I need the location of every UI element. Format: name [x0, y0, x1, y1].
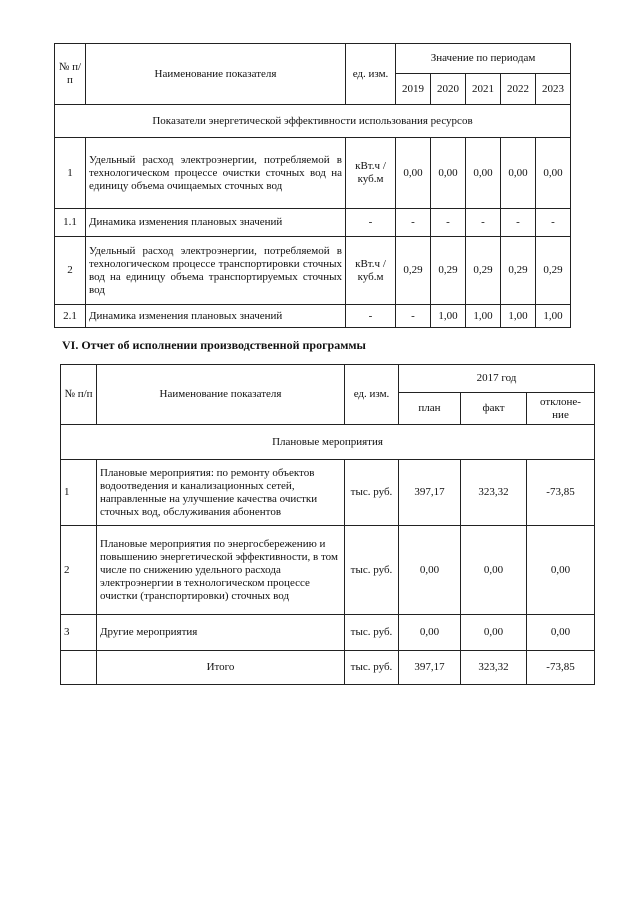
row-unit: тыс. руб.: [345, 615, 399, 651]
row-value: -: [396, 305, 431, 328]
row-name: Удельный расход электроэнергии, потребляемой в технологическом процессе очистки сточных вод на единицу объема очищаемых сточных вод: [86, 138, 346, 209]
row-value: 0,00: [466, 138, 501, 209]
header-year: 2019: [396, 74, 431, 105]
header-year: 2017 год: [399, 365, 595, 393]
row-name: Динамика изменения плановых значений: [86, 209, 346, 237]
row-value: 1,00: [466, 305, 501, 328]
row-num: 1: [61, 460, 97, 526]
table-row: [61, 615, 595, 651]
row-value: -: [536, 209, 571, 237]
row-value: 0,00: [431, 138, 466, 209]
row-value: 0,29: [396, 237, 431, 305]
row-unit: кВт.ч / куб.м: [346, 237, 396, 305]
header-num: № п/п: [55, 44, 86, 105]
total-row: [61, 651, 595, 685]
row-unit: тыс. руб.: [345, 460, 399, 526]
row-value: 1,00: [536, 305, 571, 328]
row-name: Динамика изменения плановых значений: [86, 305, 346, 328]
header-name: Наименование показателя: [86, 44, 346, 105]
section-row: Показатели энергетической эффективности использования ресурсов: [55, 105, 571, 138]
header-num: № п/п: [61, 365, 97, 425]
row-num: 1: [55, 138, 86, 209]
table-row: [55, 305, 571, 328]
table-row: [55, 209, 571, 237]
section-row: Плановые мероприятия: [61, 425, 595, 460]
row-value: -: [501, 209, 536, 237]
row-fact: 0,00: [461, 526, 527, 615]
header-year: 2021: [466, 74, 501, 105]
row-unit: -: [346, 305, 396, 328]
row-value: 0,29: [501, 237, 536, 305]
row-plan: 0,00: [399, 526, 461, 615]
row-unit: -: [346, 209, 396, 237]
row-name: Плановые мероприятия по энергосбережению и повышению энергетической эффективности, в том числе по снижению удельного расхода электроэнергии в технологическом процессе очистки (транспортировки) сточных вод: [97, 526, 345, 615]
row-value: 0,29: [536, 237, 571, 305]
header-year: 2022: [501, 74, 536, 105]
row-num: 2.1: [55, 305, 86, 328]
row-value: 0,29: [466, 237, 501, 305]
table-row: [55, 138, 571, 209]
section-title: VI. Отчет об исполнении производственной программы: [62, 338, 366, 352]
total-name: Итого: [97, 651, 345, 685]
row-fact: 323,32: [461, 460, 527, 526]
header-year: 2020: [431, 74, 466, 105]
total-plan: 397,17: [399, 651, 461, 685]
table-row: [61, 526, 595, 615]
row-value: 0,00: [396, 138, 431, 209]
header-unit: ед. изм.: [346, 44, 396, 105]
total-deviation: -73,85: [527, 651, 595, 685]
total-fact: 323,32: [461, 651, 527, 685]
row-value: 0,00: [536, 138, 571, 209]
header-name: Наименование показателя: [97, 365, 345, 425]
row-deviation: 0,00: [527, 615, 595, 651]
row-deviation: -73,85: [527, 460, 595, 526]
row-name: Плановые мероприятия: по ремонту объектов водоотведения и канализационных сетей, направленные на улучшение качества очистки сточных вод, обслуживания абонентов: [97, 460, 345, 526]
row-unit: тыс. руб.: [345, 526, 399, 615]
total-unit: тыс. руб.: [345, 651, 399, 685]
row-num: 2: [61, 526, 97, 615]
row-plan: 0,00: [399, 615, 461, 651]
header-fact: факт: [461, 393, 527, 425]
row-deviation: 0,00: [527, 526, 595, 615]
row-value: -: [396, 209, 431, 237]
row-name: Другие мероприятия: [97, 615, 345, 651]
table-row: [55, 237, 571, 305]
row-num: 2: [55, 237, 86, 305]
row-unit: кВт.ч / куб.м: [346, 138, 396, 209]
row-plan: 397,17: [399, 460, 461, 526]
row-value: 0,00: [501, 138, 536, 209]
header-unit: ед. изм.: [345, 365, 399, 425]
row-value: -: [466, 209, 501, 237]
table-row: [61, 460, 595, 526]
total-num: [61, 651, 97, 685]
header-periods: Значение по периодам: [396, 44, 571, 74]
row-value: 1,00: [431, 305, 466, 328]
row-fact: 0,00: [461, 615, 527, 651]
header-deviation: отклоне-ние: [527, 393, 595, 425]
row-name: Удельный расход электроэнергии, потребляемой в технологическом процессе транспортировки сточных вод на единицу объема транспортируемых сточных вод: [86, 237, 346, 305]
row-num: 3: [61, 615, 97, 651]
header-year: 2023: [536, 74, 571, 105]
row-value: 0,29: [431, 237, 466, 305]
row-value: 1,00: [501, 305, 536, 328]
header-plan: план: [399, 393, 461, 425]
production-program-table: [60, 364, 595, 685]
energy-efficiency-table: [54, 43, 571, 328]
row-num: 1.1: [55, 209, 86, 237]
row-value: -: [431, 209, 466, 237]
